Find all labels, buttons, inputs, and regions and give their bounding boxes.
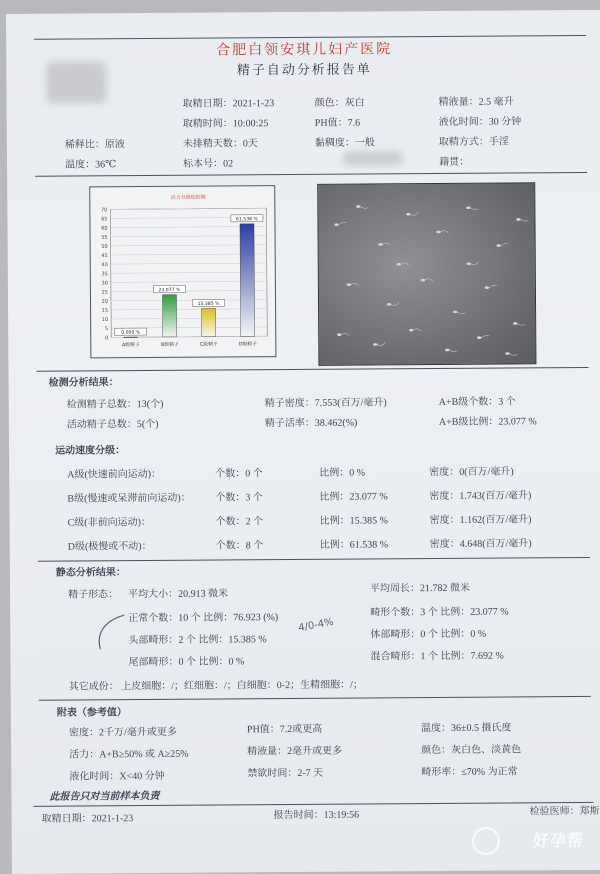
static-section-title: 静态分析结果：	[55, 567, 126, 579]
handwritten-note: 4/0-4%	[297, 616, 335, 634]
tail-abnormal: 尾部畸形：0 个 比例：0 %	[128, 656, 245, 669]
sperm-tail	[338, 222, 346, 224]
y-tick-label: 55	[101, 234, 108, 241]
y-tick-label: 30	[101, 280, 108, 287]
bar-value-label: 15.385 %	[197, 301, 220, 308]
viscosity: 黏稠度：一般	[314, 137, 375, 149]
sperm-density: 精子密度：7.553(百万/毫升)	[264, 397, 387, 410]
abstinence-days: 未排精天数：0天	[182, 138, 258, 150]
sperm-cell	[453, 311, 457, 314]
footer-report-time: 报告时间：13:19:56	[273, 809, 360, 822]
ref-color: 颜色：灰白色、淡黄色	[421, 744, 522, 757]
bar	[162, 295, 176, 337]
sperm-cell	[485, 286, 489, 289]
y-tick-label: 5	[104, 326, 109, 333]
sperm-tail	[517, 323, 525, 325]
motility-count: 个数：0 个	[215, 468, 263, 480]
sperm-cell	[436, 231, 440, 234]
bar-value-label: 0.000 %	[121, 330, 141, 336]
microscope-image	[317, 182, 536, 366]
reference-section-title: 附表（参考值）	[56, 707, 127, 719]
abnormal-count: 畸形个数：3 个 比例：23.077 %	[370, 606, 509, 619]
bar	[240, 224, 255, 337]
motility-ratio: 比例：61.538 %	[319, 539, 389, 551]
sperm-tail	[471, 262, 479, 265]
sperm-tail	[410, 212, 418, 215]
ref-ph: PH值：7.2或更高	[246, 723, 323, 736]
motility-bottom-rule	[38, 557, 590, 562]
sperm-tail	[377, 342, 385, 345]
sperm-cell	[445, 349, 449, 352]
motility-ratio: 比例：15.385 %	[319, 515, 388, 527]
ref-temperature: 温度：36±0.5 摄氏度	[420, 722, 512, 735]
sperm-tail	[413, 329, 421, 331]
ref-abnormal-rate: 畸形率：≤70% 为正常	[421, 766, 518, 779]
native-place: 籍贯：	[439, 156, 470, 168]
sperm-cell	[373, 343, 377, 346]
footer-doctor: 检验医师：郑斯	[529, 805, 600, 818]
motility-density: 密度：4.648(百万/毫升)	[429, 538, 532, 551]
bar	[124, 337, 138, 338]
sperm-tail	[391, 302, 399, 305]
sperm-cell	[466, 206, 470, 209]
sperm-tail	[425, 279, 433, 281]
y-tick-label: 25	[101, 289, 108, 296]
bar-value-label: 61.538 %	[235, 217, 258, 223]
sperm-tail	[489, 285, 497, 287]
bar	[202, 308, 216, 336]
collect-time: 取精时间：10:00:25	[182, 118, 269, 130]
body-abnormal: 体部畸形：0 个 比例：0 %	[370, 628, 487, 641]
motility-label: D级(极慢或不动)：	[67, 540, 152, 553]
y-tick-label: 15	[101, 307, 109, 314]
semen-volume: 精液量：2.5 毫升	[438, 96, 514, 108]
y-tick-label: 65	[101, 216, 108, 223]
report-title: 精子自动分析报告单	[236, 61, 372, 78]
avg-size: 平均大小：20.913 微米	[128, 588, 229, 601]
motility-label: A级(快速前向运动)：	[67, 468, 162, 481]
x-tick-label: C级精子	[199, 342, 218, 348]
normal-count: 正常个数：10 个 比例：76.923 (%)	[128, 612, 279, 625]
motility-label: B级(慢速或呆滞前向运动)：	[67, 492, 191, 505]
avg-perimeter: 平均周长：21.782 微米	[369, 582, 471, 595]
sperm-cell	[334, 223, 338, 226]
hospital-name: 合肥白领安琪儿妇产医院	[216, 42, 393, 59]
y-tick-label: 20	[101, 298, 109, 305]
handwritten-tick-stroke	[99, 615, 124, 649]
motility-count: 个数：8 个	[215, 540, 264, 552]
collect-date: 取精日期：2021-1-23	[182, 98, 275, 110]
watermark-text: 好孕帮	[532, 831, 584, 850]
sperm-tail	[351, 283, 359, 285]
motility-ratio: 比例：23.077 %	[319, 491, 388, 503]
sperm-tail	[470, 208, 478, 210]
redacted-patient-id	[343, 151, 403, 165]
sample-number: 标本号：02	[183, 158, 234, 170]
sperm-cell	[378, 243, 382, 246]
sperm-cell	[516, 218, 520, 221]
sperm-tail	[401, 263, 409, 265]
x-tick-label: A级精子	[121, 343, 140, 349]
y-tick-label: 0	[105, 335, 109, 342]
sperm-cell	[421, 279, 425, 282]
motility-density: 密度：1.162(百万/毫升)	[429, 514, 532, 527]
detect-section-title: 检测分析结果：	[48, 377, 119, 389]
motility-ratio: 比例：0 %	[319, 467, 366, 479]
footer-collect-date: 取精日期：2021-1-23	[41, 813, 134, 825]
y-tick-label: 50	[101, 243, 108, 250]
ref-density: 密度：2千万/毫升或更多	[68, 726, 177, 739]
ref-liquefaction: 液化时间：X<40 分钟	[69, 770, 165, 783]
sperm-tail	[341, 333, 349, 335]
morphology-label: 精子形态：	[68, 589, 119, 601]
ab-ratio: A+B级比例：23.077 %	[438, 416, 537, 428]
sperm-tail	[449, 350, 457, 352]
report-paper	[6, 10, 600, 874]
y-tick-label: 40	[101, 262, 108, 269]
sperm-cell	[347, 283, 351, 286]
sperm-tail	[441, 231, 449, 233]
watermark-logo-icon	[472, 827, 500, 855]
mixed-abnormal: 混合畸形：1 个 比例：7.692 %	[370, 650, 504, 663]
dilution: 稀释比：原液	[64, 139, 125, 151]
motility-count: 个数：2 个	[215, 516, 264, 528]
other-components: 其它成份： 上皮细胞：/；红细胞：/；白细胞：0-2；生精细胞：/；	[68, 679, 363, 693]
sperm-cell	[406, 213, 410, 216]
x-tick-label: D级精子	[238, 342, 257, 348]
sperm-cell	[387, 303, 391, 306]
motility-count: 个数：3 个	[215, 492, 263, 504]
sperm-cell	[496, 244, 500, 247]
ref-volume: 精液量：2毫升或更多	[247, 745, 343, 758]
total-count: 检测精子总数：13(个)	[66, 398, 164, 411]
ab-count: A+B级个数：3 个	[438, 396, 516, 408]
sperm-cell	[409, 329, 413, 332]
sperm-vitality: 精子活率：38.462(%)	[264, 417, 358, 430]
y-tick-label: 35	[101, 271, 108, 278]
sperm-tail	[457, 312, 465, 314]
disclaimer-note: 此报告只对当前样本负责	[49, 790, 160, 803]
head-abnormal: 头部畸形：2 个 比例：15.385 %	[128, 634, 267, 647]
y-tick-label: 45	[101, 253, 108, 260]
microscope-svg	[318, 183, 535, 365]
info-bottom-rule	[35, 172, 587, 177]
chart-title: 活力分级柱形图	[170, 194, 206, 201]
ref-vitality: 活力：A+B≥50% 或 A≥25%	[69, 748, 189, 761]
x-tick-label: B级精子	[160, 342, 179, 348]
semen-color: 颜色：灰白	[314, 97, 365, 109]
chart-bottom-rule	[36, 367, 588, 372]
handwritten-tick	[94, 611, 130, 653]
sperm-cell	[505, 352, 509, 355]
active-count: 活动精子总数：5(个)	[66, 418, 159, 431]
gridline	[110, 208, 266, 209]
collect-method: 取精方式：手淫	[438, 136, 509, 148]
y-tick-label: 10	[101, 317, 109, 324]
sperm-tail	[520, 219, 528, 221]
sperm-cell	[513, 322, 517, 325]
temperature: 温度：36℃	[65, 159, 117, 171]
sperm-cell	[477, 336, 481, 339]
sperm-tail	[383, 243, 391, 245]
y-tick-label: 70	[100, 207, 108, 214]
motility-density: 密度：0(百万/毫升)	[429, 466, 514, 479]
ref-abstinence: 禁欲时间：2-7 天	[247, 767, 324, 780]
sperm-cell	[467, 262, 471, 265]
motility-density: 密度：1.743(百万/毫升)	[429, 490, 532, 503]
y-tick-label: 60	[101, 225, 108, 232]
ph-value: PH值：7.6	[314, 117, 361, 129]
sperm-tail	[509, 353, 517, 355]
motility-bar-chart	[89, 185, 276, 358]
sperm-tail	[481, 335, 489, 337]
sperm-tail	[360, 206, 368, 208]
motility-label: C级(非前向运动)：	[67, 517, 151, 529]
sperm-tail	[501, 243, 509, 245]
motility-chart-svg	[90, 186, 275, 357]
sperm-cell	[397, 263, 401, 266]
sperm-cell	[356, 205, 360, 208]
liquefaction-time: 液化时间：30 分钟	[438, 116, 522, 128]
sperm-cell	[337, 333, 341, 336]
static-bottom-rule	[39, 696, 591, 701]
motility-section-title: 运动速度分级：	[55, 445, 126, 457]
bar-value-label: 23.077 %	[158, 288, 181, 294]
